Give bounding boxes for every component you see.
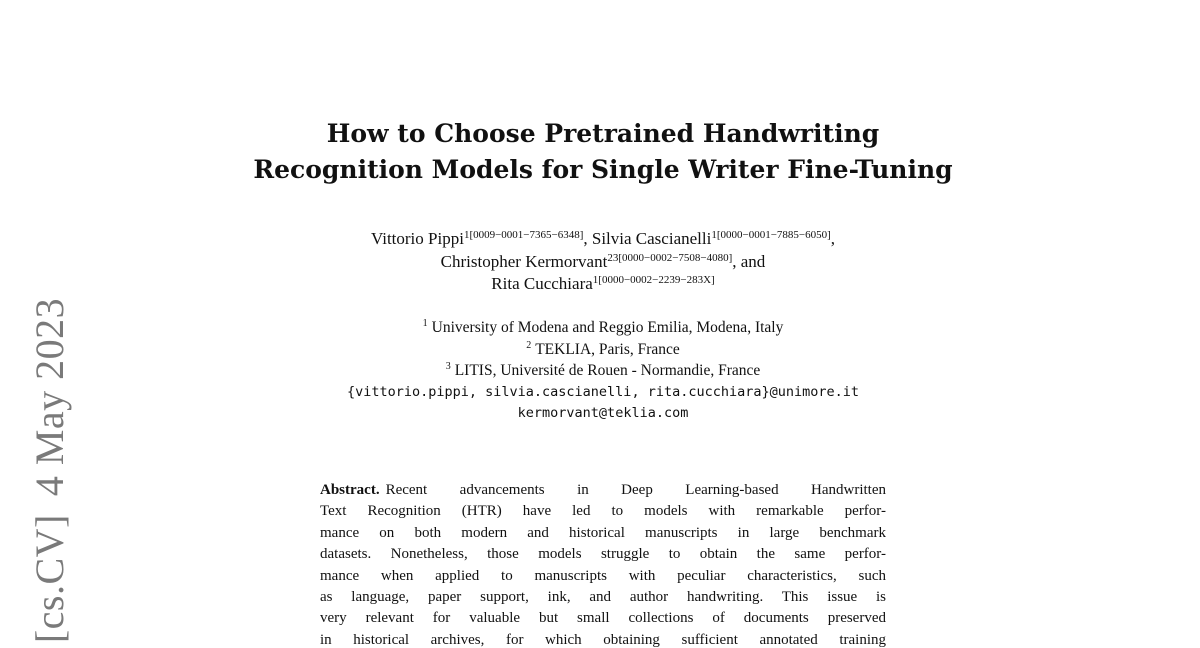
author-orcid: [0000−0002−7508−4080] bbox=[618, 251, 733, 264]
author-line-1 bbox=[200, 228, 1006, 251]
author-affil-mark: 23 bbox=[607, 251, 619, 264]
abstract-line: mance on both modern and historical manuscripts in large benchmark bbox=[320, 524, 886, 541]
affiliation-item bbox=[200, 317, 1006, 339]
author-separator: , and bbox=[732, 251, 766, 271]
author-orcid: [0000−0002−2239−283X] bbox=[598, 274, 715, 286]
abstract-line: very relevant for valuable but small collections of documents preserved bbox=[320, 610, 886, 627]
author-line-3 bbox=[200, 273, 1006, 296]
abstract-line: as language, paper support, ink, and author handwriting. This issue is bbox=[320, 588, 886, 605]
author-separator: , bbox=[583, 229, 588, 248]
affiliation-text: TEKLIA, Paris, France bbox=[535, 340, 680, 358]
affiliation-item bbox=[200, 360, 1006, 382]
author-affil-mark: 1 bbox=[463, 229, 470, 241]
abstract bbox=[320, 480, 886, 648]
author-name: Christopher Kermorvant bbox=[440, 251, 608, 271]
affiliation-number: 1 bbox=[422, 318, 428, 329]
arxiv-category: [cs.CV] bbox=[27, 513, 73, 643]
paper-title bbox=[200, 116, 1006, 188]
affiliation-item bbox=[200, 339, 1006, 361]
author-orcid: [0009−0001−7365−6348] bbox=[469, 229, 584, 241]
affiliation-list bbox=[200, 317, 1006, 425]
email-line-1: {vittorio.pippi, silvia.cascianelli, rita.cucchiara}@unimore.it bbox=[346, 383, 860, 400]
author-separator: , bbox=[830, 229, 836, 248]
affiliation-text: University of Modena and Reggio Emilia, Modena, Italy bbox=[431, 319, 784, 336]
abstract-line: in historical archives, for which obtaining sufficient annotated training bbox=[320, 631, 886, 648]
affiliation-text: LITIS, Université de Rouen - Normandie, France bbox=[454, 362, 761, 379]
author-name: Vittorio Pippi bbox=[370, 229, 464, 248]
abstract-text: Recent advancements in Deep Learning-based Handwritten bbox=[385, 482, 886, 498]
arxiv-date: 4 May 2023 bbox=[27, 297, 73, 496]
author-affil-mark: 1 bbox=[592, 274, 599, 286]
abstract-line bbox=[320, 480, 886, 501]
author-list bbox=[200, 228, 1006, 296]
abstract-line: datasets. Nonetheless, those models struggle to obtain the same perfor- bbox=[320, 546, 886, 563]
affiliation-number: 2 bbox=[526, 339, 532, 351]
affiliation-number: 3 bbox=[445, 361, 451, 372]
email-line-2: kermorvant@teklia.com bbox=[517, 405, 689, 421]
abstract-line: mance when applied to manuscripts with peculiar characteristics, such bbox=[320, 567, 886, 584]
arxiv-stamp bbox=[27, 297, 73, 643]
author-orcid: [0000−0001−7885−6050] bbox=[716, 229, 831, 241]
title-line-2: Recognition Models for Single Writer Fine-Tuning bbox=[253, 155, 953, 184]
title-line-1: How to Choose Pretrained Handwriting bbox=[326, 119, 880, 148]
author-line-2 bbox=[200, 251, 1006, 274]
abstract-label: Abstract. bbox=[320, 482, 380, 498]
abstract-line: Text Recognition (HTR) have led to models with remarkable perfor- bbox=[320, 503, 886, 520]
author-name: Rita Cucchiara bbox=[491, 274, 593, 293]
author-affil-mark: 1 bbox=[711, 229, 717, 241]
author-name: Silvia Cascianelli bbox=[591, 229, 712, 248]
